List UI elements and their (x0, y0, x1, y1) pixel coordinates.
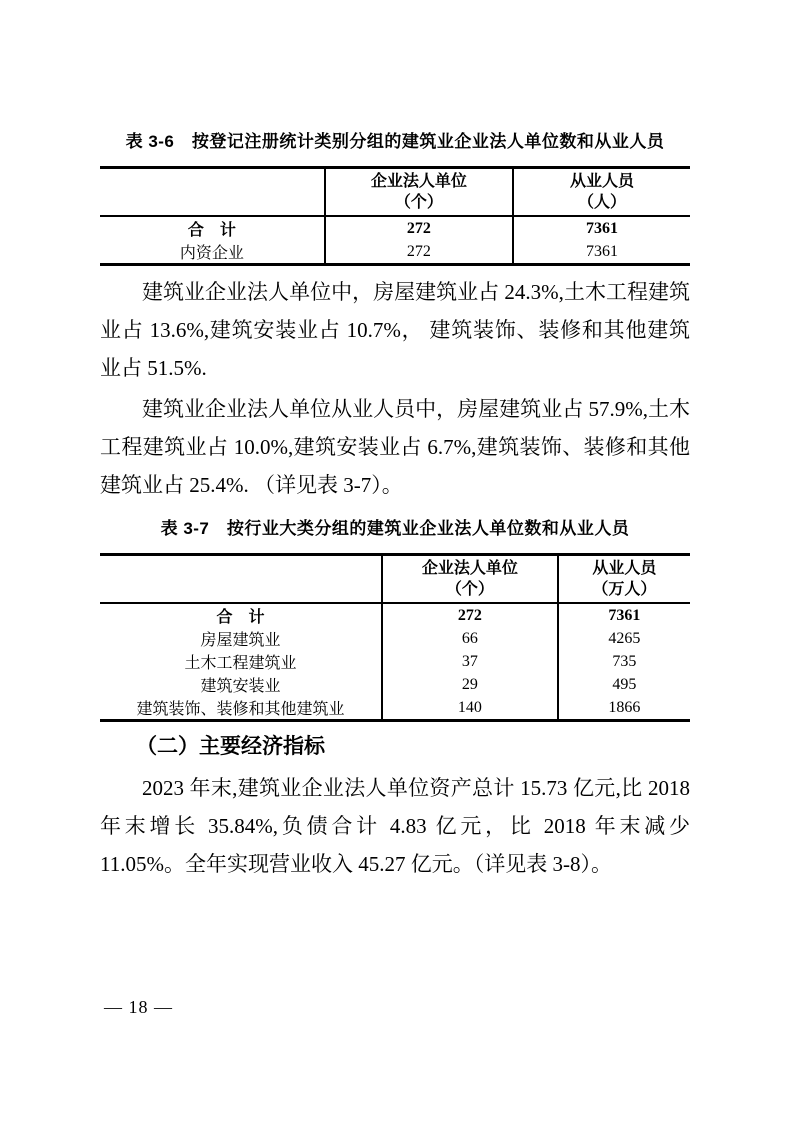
table-3-6 (100, 166, 690, 266)
table-3-7-header-row (100, 555, 690, 604)
cell-legal-units: 272 (325, 216, 513, 240)
table-row-housing (100, 627, 690, 650)
col-header-line1: 从业人员 (592, 560, 657, 577)
table-row-civil-engineering (100, 650, 690, 673)
cell-legal-units: 29 (382, 673, 558, 696)
table-3-6-header-row (100, 168, 690, 217)
cell-employees: 1866 (558, 696, 690, 721)
row-label: 建筑装饰、装修和其他建筑业 (136, 701, 345, 718)
table-row-installation (100, 673, 690, 696)
page-content (100, 0, 690, 883)
row-label: 建筑安装业 (200, 678, 281, 695)
table-row-total (100, 603, 690, 627)
table-3-6-empty-header-cell (100, 168, 325, 217)
col-header-line2: （个） (445, 581, 494, 598)
cell-legal-units: 37 (382, 650, 558, 673)
paragraph-economic-indicators: 2023 年末,建筑业企业法人单位资产总计 15.73 亿元,比 2018 年末增长 35.84%,负债合计 4.83 亿元，比 2018 年末减少 11.05%。全年实现营业收入 45.27 亿元。（详见表 3-8）。 (100, 776, 690, 876)
table-3-7 (100, 553, 690, 722)
col-header-line1: 从业人员 (569, 173, 634, 190)
page-number: — 18 — (104, 997, 173, 1017)
section-heading-economic-indicators: （二）主要经济指标 (136, 735, 325, 758)
col-header-line1: 企业法人单位 (370, 173, 467, 190)
row-label: 合 计 (216, 609, 265, 626)
row-label: 房屋建筑业 (200, 632, 281, 649)
col-header-line2: （人） (577, 194, 626, 211)
table-3-6-col-header-legal-units (325, 168, 513, 217)
cell-employees: 7361 (513, 216, 690, 240)
table-3-7-title: 表 3-7 按行业大类分组的建筑业企业法人单位数和从业人员 (160, 519, 630, 538)
cell-legal-units: 272 (325, 240, 513, 265)
table-row-total (100, 216, 690, 240)
row-label: 合 计 (187, 222, 236, 239)
table-3-6-title: 表 3-6 按登记注册统计类别分组的建筑业企业法人单位数和从业人员 (125, 132, 665, 151)
col-header-line2: （个） (394, 194, 443, 211)
col-header-line1: 企业法人单位 (421, 560, 518, 577)
table-3-6-col-header-employees (513, 168, 690, 217)
table-3-7-col-header-legal-units (382, 555, 558, 604)
cell-employees: 735 (558, 650, 690, 673)
row-label: 内资企业 (179, 245, 244, 262)
col-header-line2: （万人） (592, 581, 657, 598)
row-label: 土木工程建筑业 (184, 655, 297, 672)
table-row-decoration-other (100, 696, 690, 721)
table-3-7-col-header-employees (558, 555, 690, 604)
paragraph-units-share: 建筑业企业法人单位中，房屋建筑业占 24.3%,土木工程建筑业占 13.6%,建筑安装业占 10.7%， 建筑装饰、装修和其他建筑业占 51.5%. (100, 280, 690, 380)
paragraph-employees-share: 建筑业企业法人单位从业人员中，房屋建筑业占 57.9%,土木工程建筑业占 10.0%,建筑安装业占 6.7%,建筑装饰、装修和其他建筑业占 25.4%. （详见表 3-7）。 (100, 397, 690, 497)
cell-employees: 495 (558, 673, 690, 696)
cell-legal-units: 66 (382, 627, 558, 650)
cell-employees: 4265 (558, 627, 690, 650)
cell-employees: 7361 (558, 603, 690, 627)
cell-employees: 7361 (513, 240, 690, 265)
table-row-domestic (100, 240, 690, 265)
cell-legal-units: 140 (382, 696, 558, 721)
cell-legal-units: 272 (382, 603, 558, 627)
table-3-7-empty-header-cell (100, 555, 382, 604)
